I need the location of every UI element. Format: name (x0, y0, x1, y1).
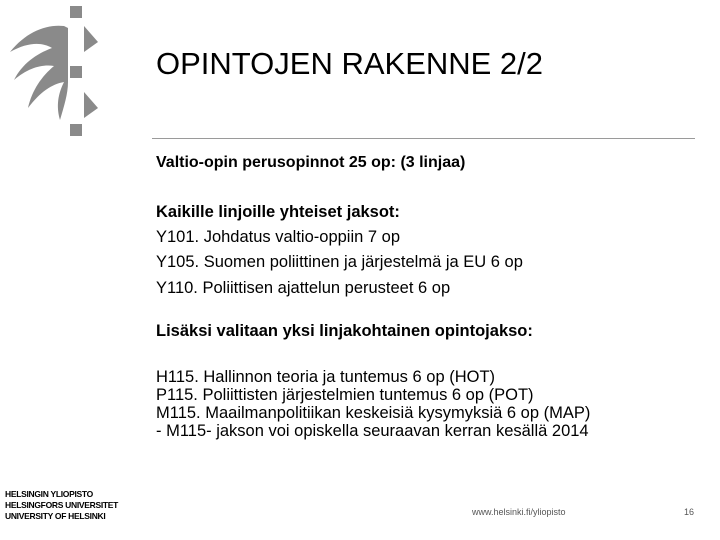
university-name-en: UNIVERSITY OF HELSINKI (5, 511, 106, 521)
elective-courses-heading: Lisäksi valitaan yksi linjakohtainen opintojakso: (156, 322, 533, 340)
slide-subtitle: Valtio-opin perusopinnot 25 op: (3 linjaa) (156, 154, 466, 171)
elective-course-item: M115. Maailmanpolitiikan keskeisiä kysymyksiä 6 op (MAP) (156, 404, 591, 422)
elective-course-item: P115. Poliittisten järjestelmien tuntemus 6 op (POT) (156, 386, 534, 404)
university-logo-icon (6, 2, 102, 142)
common-course-item: Y105. Suomen poliittinen ja järjestelmä ja EU 6 op (156, 253, 523, 271)
footer-url-link[interactable]: www.helsinki.fi/yliopisto (472, 507, 566, 517)
university-name-fi: HELSINGIN YLIOPISTO (5, 489, 93, 499)
page-number: 16 (684, 507, 695, 517)
title-divider (152, 138, 695, 139)
common-course-item: Y110. Poliittisen ajattelun perusteet 6 op (156, 279, 451, 297)
elective-course-item: H115. Hallinnon teoria ja tuntemus 6 op (HOT) (156, 368, 496, 386)
elective-course-list (156, 368, 590, 440)
university-name-sv: HELSINGFORS UNIVERSITET (5, 500, 119, 510)
slide-title: OPINTOJEN RAKENNE 2/2 (156, 46, 544, 81)
elective-course-note: - M115- jakson voi opiskella seuraavan kerran kesällä 2014 (156, 422, 589, 440)
common-course-item: Y101. Johdatus valtio-oppiin 7 op (156, 228, 401, 246)
university-name-block (5, 489, 118, 522)
common-courses-heading: Kaikille linjoille yhteiset jaksot: (156, 203, 400, 221)
